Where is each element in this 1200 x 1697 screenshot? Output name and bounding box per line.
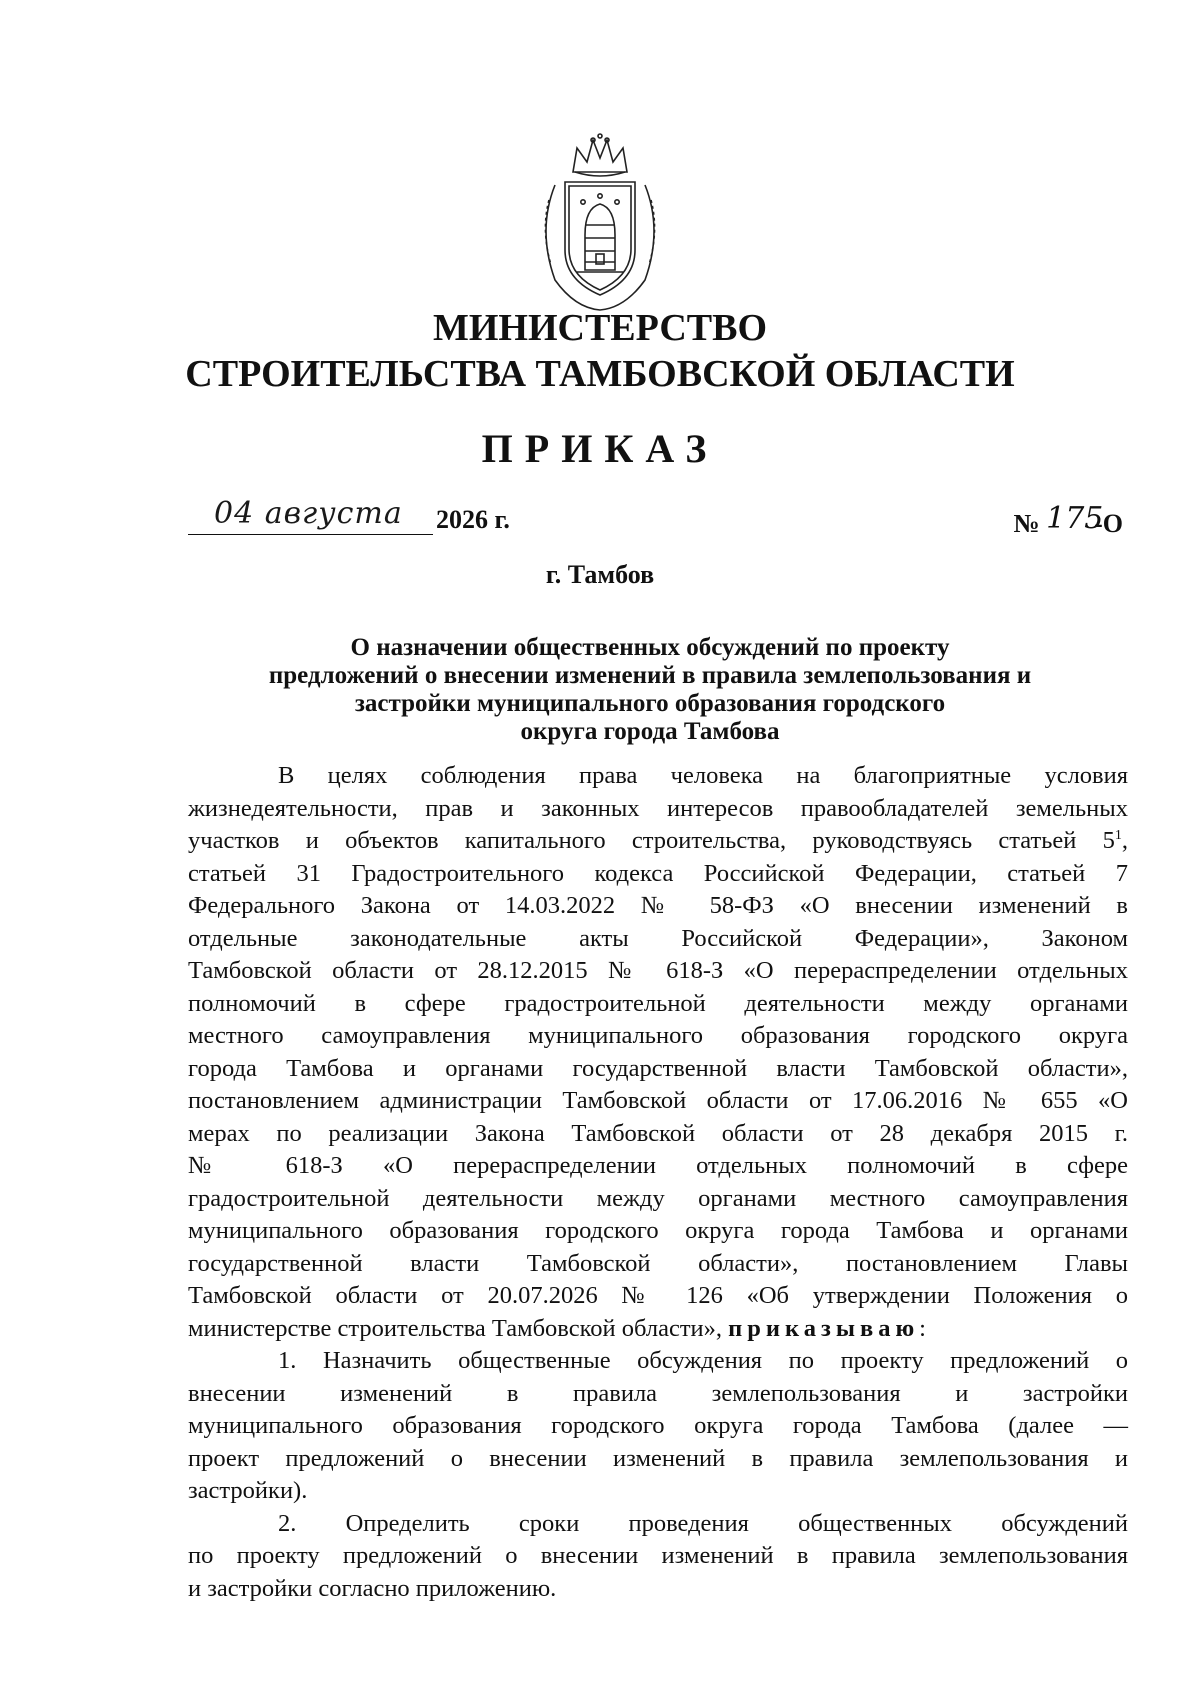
body-line [188,1313,1128,1346]
body-line: муниципального образования городского округа города Тамбова и органами [188,1217,1128,1244]
body-line: местного самоуправления муниципального образования городского округа [188,1022,1128,1049]
subject-line: О назначении общественных обсуждений по проекту [350,634,950,661]
city: г. Тамбов [545,560,655,589]
body-text: министерстве строительства Тамбовской области», [188,1314,723,1342]
body-line: Тамбовской области от 20.07.2026 № 126 «Об утверждении Положения о [188,1282,1128,1309]
date-year: 2026 г. [436,505,510,534]
coat-of-arms-emblem [525,130,675,315]
item-2-line: 2. Определить сроки проведения общественных обсуждений [278,1509,1128,1537]
body-text: участков и объектов капитального строительства, руководствуясь статьей 5 [188,827,1115,854]
body-line: № 618-З «О перераспределении отдельных полномочий в сфере [188,1152,1128,1179]
body-text: : [919,1314,926,1342]
body-line: Тамбовской области от 28.12.2015 № 618-З «О перераспределении отдельных [188,957,1128,984]
date-field [188,496,433,535]
ministry-name-line2: СТРОИТЕЛЬСТВА ТАМБОВСКОЙ ОБЛАСТИ [185,353,1015,395]
body-line: полномочий в сфере градостроительной деятельности между органами [188,989,1128,1017]
ministry-name [0,305,1200,397]
item-1-line: внесении изменений в правила землепользования и застройки [188,1379,1128,1407]
body-line: мерах по реализации Закона Тамбовской области от 28 декабря 2015 г. [188,1119,1128,1147]
number-suffix: -О [1094,509,1123,538]
order-body [188,760,1128,1605]
ministry-name-line1: МИНИСТЕРСТВО [432,307,768,349]
item-2-line: и застройки согласно приложению. [188,1574,557,1602]
item-1-line: проект предложений о внесении изменений в правила землепользования и [188,1444,1128,1472]
order-verb: приказываю [728,1314,920,1342]
body-line: государственной власти Тамбовской области», постановлением Главы [188,1249,1128,1277]
body-line: Федерального Закона от 14.03.2022 № 58-ФЗ «О внесении изменений в [188,892,1128,919]
body-line [188,825,1128,858]
order-subject [200,634,1100,746]
body-line: жизнедеятельности, прав и законных интересов правообладателей земельных [188,794,1128,822]
order-number [1013,501,1123,540]
subject-line: застройки муниципального образования городского [354,690,946,717]
handwritten-date: 04 августа [214,496,403,531]
body-line: В целях соблюдения права человека на благоприятные условия [278,762,1128,789]
item-1-line: муниципального образования городского округа города Тамбова (далее — [188,1412,1128,1439]
item-1-line: 1. Назначить общественные обсуждения по проекту предложений о [278,1347,1128,1374]
item-1-line: застройки). [188,1477,308,1504]
item-2-line: по проекту предложений о внесении изменений в правила землепользования [188,1542,1128,1569]
subject-line: предложений о внесении изменений в правила землепользования и [268,662,1032,689]
body-line: градостроительной деятельности между органами местного самоуправления [188,1184,1128,1212]
subject-line: округа города Тамбова [520,718,780,745]
superscript: 1 [1114,827,1122,843]
body-text: , [1121,827,1128,854]
date-number-line [188,496,1123,544]
number-prefix: № [1013,509,1040,538]
body-line: города Тамбова и органами государственной власти Тамбовской области», [188,1054,1128,1082]
handwritten-number: 175 [1046,501,1104,536]
body-line: постановлением администрации Тамбовской области от 17.06.2016 № 655 «О [188,1087,1128,1114]
body-line: отдельные законодательные акты Российской Федерации», Законом [188,924,1128,952]
body-line: статьей 31 Градостроительного кодекса Российской Федерации, статьей 7 [188,859,1128,887]
document-type: ПРИКАЗ [481,426,719,471]
